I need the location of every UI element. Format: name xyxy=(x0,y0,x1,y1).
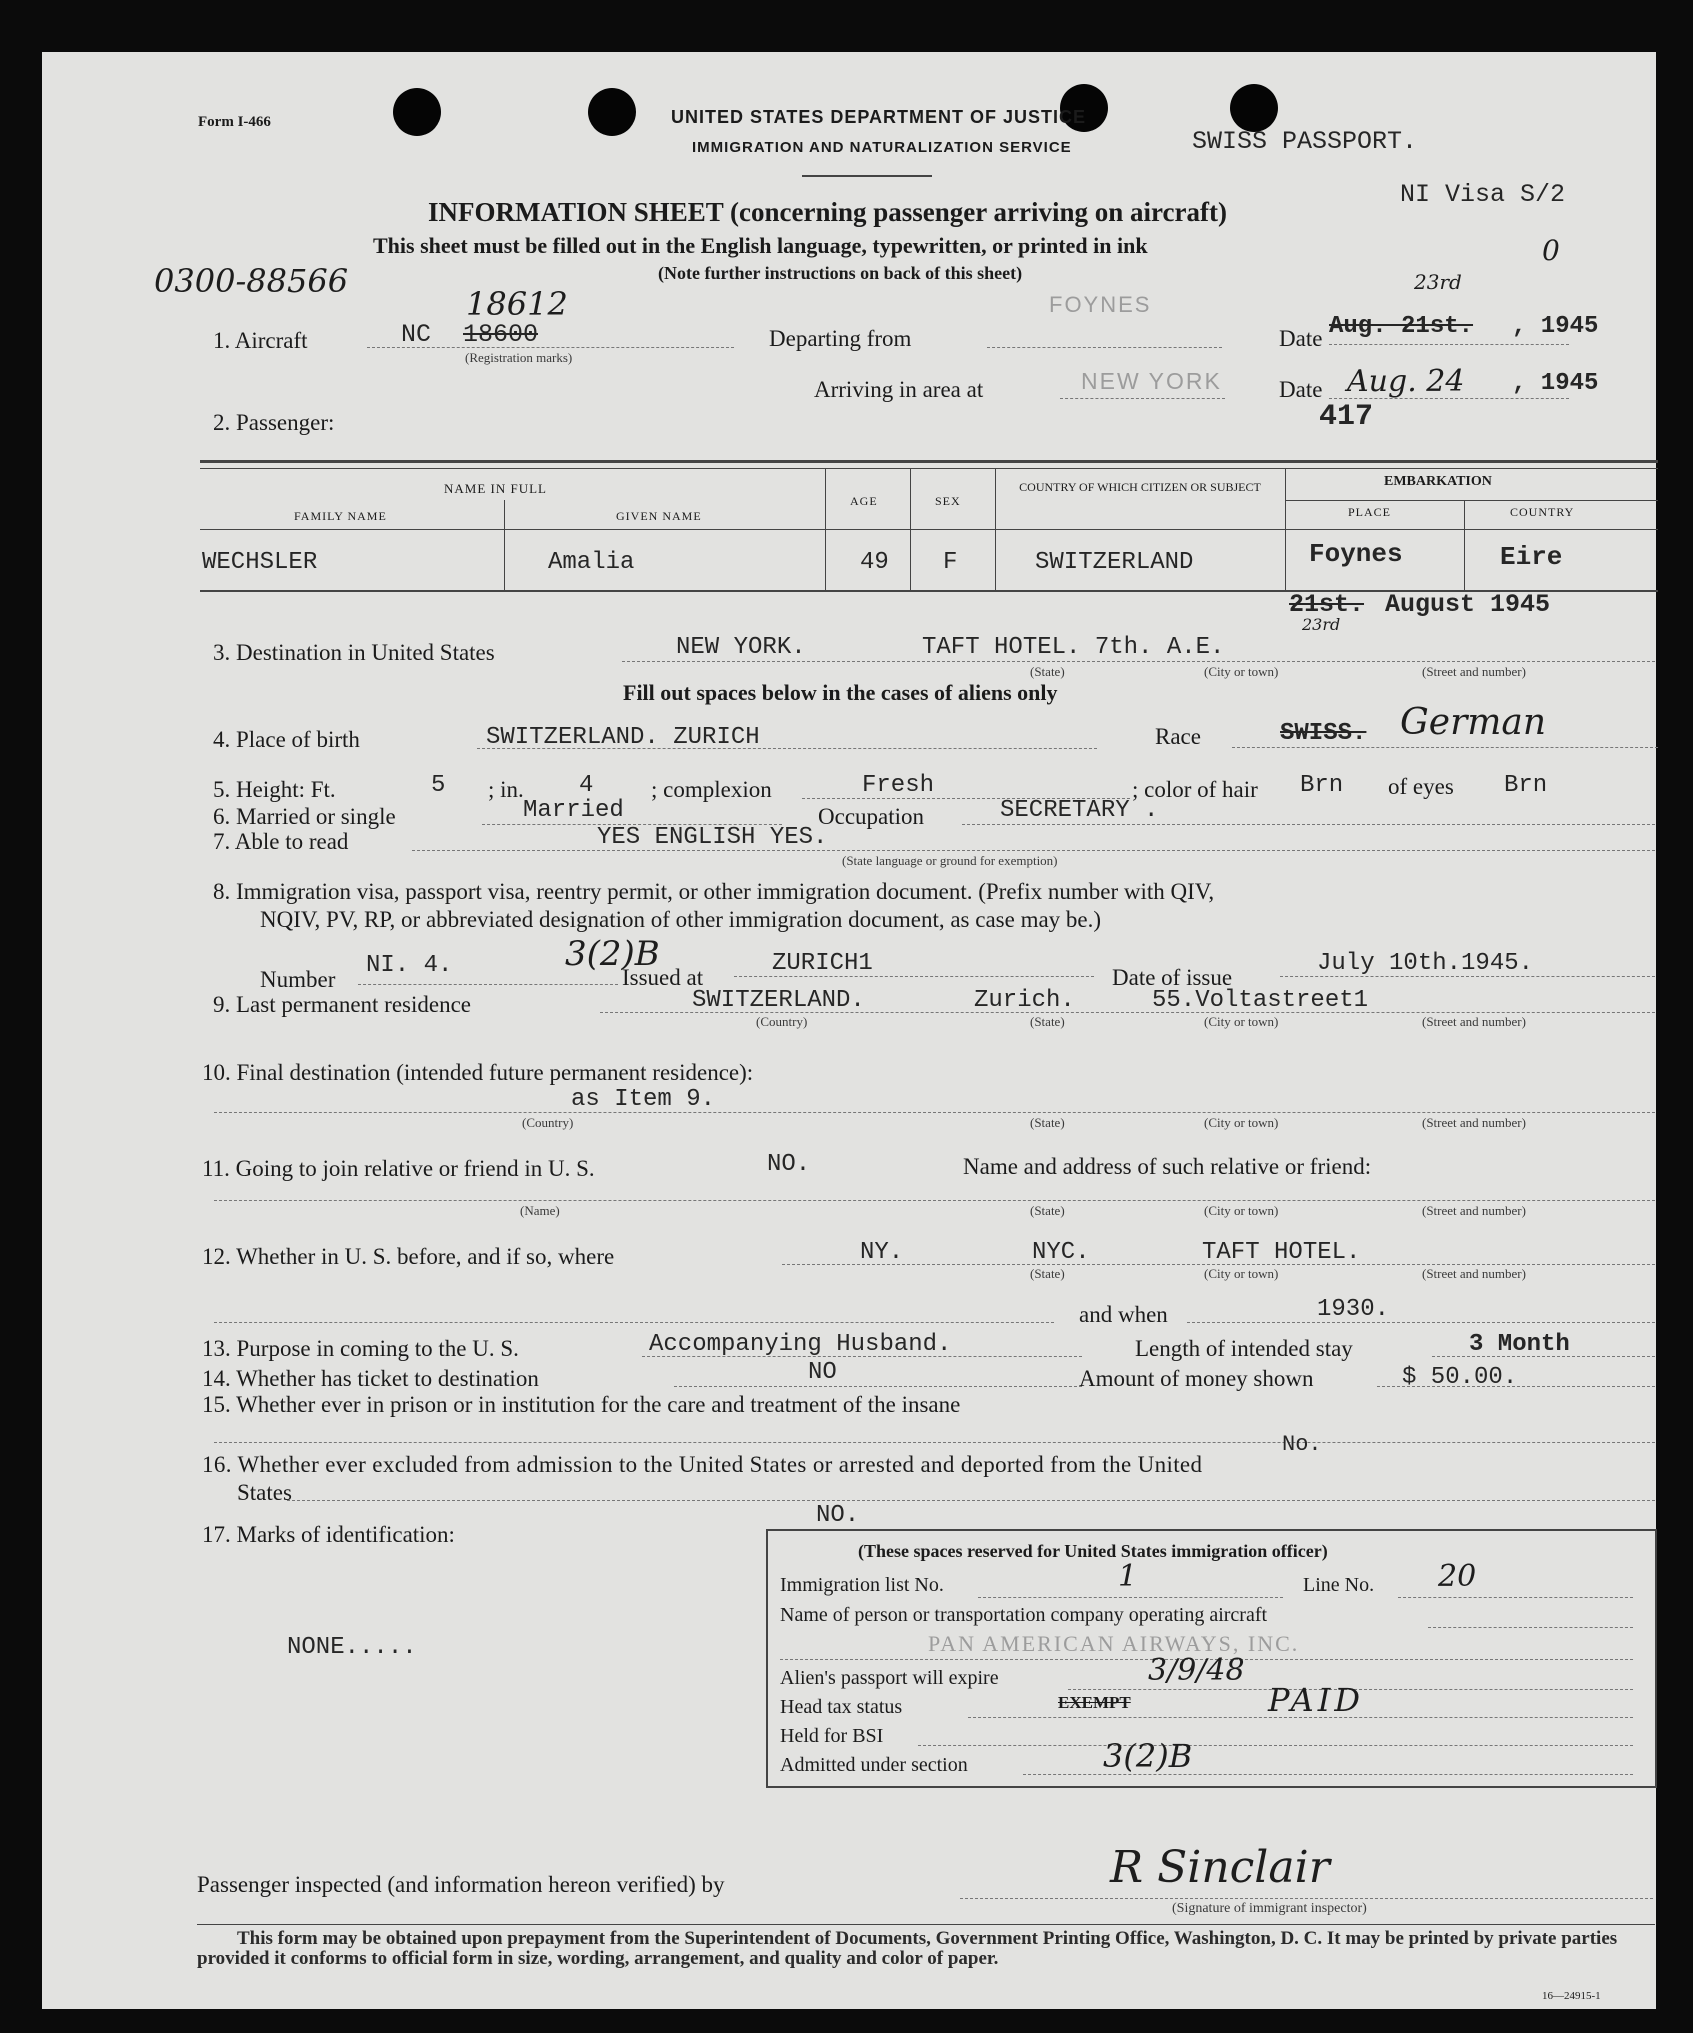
race-label: Race xyxy=(1155,724,1201,749)
passport-expiry-value: 3/9/48 xyxy=(1148,1653,1245,1688)
section-label: Admitted under section xyxy=(780,1754,968,1776)
occupation-value: SECRETARY . xyxy=(1000,797,1159,824)
head-country: COUNTRY OF WHICH CITIZEN OR SUBJECT xyxy=(1019,480,1261,494)
operator-label: Name of person or transportation company operating aircraft xyxy=(780,1604,1268,1626)
purpose-value: Accompanying Husband. xyxy=(649,1331,952,1358)
item14-label: 14. Whether has ticket to destination xyxy=(202,1366,539,1391)
item3-label: 3. Destination in United States xyxy=(213,640,495,665)
head-tax-old: EXEMPT xyxy=(1058,1693,1131,1712)
caption-country: (Country) xyxy=(522,1115,574,1130)
hair-value: Brn xyxy=(1300,772,1344,799)
caption-state: (State) xyxy=(1030,1115,1065,1130)
date-of-issue: July 10th.1945. xyxy=(1317,950,1534,977)
final-destination: as Item 9. xyxy=(571,1086,716,1113)
embark-date-old: 21st. xyxy=(1289,590,1365,619)
page-title: INFORMATION SHEET (concerning passenger arriving on aircraft) xyxy=(428,197,1227,227)
item16-line2: States xyxy=(237,1480,292,1505)
list-value: 1 xyxy=(1118,1559,1138,1594)
fine-print: This form may be obtained upon prepayment from the Superintendent of Documents, Government Printing Office, Washington, D. C. It may be printed by private parties provided it conforms to official form in size, wording, arrangement, and quality and color of paper. xyxy=(197,1928,1618,1969)
head-tax-label: Head tax status xyxy=(780,1696,903,1718)
item17-label: 17. Marks of identification: xyxy=(202,1522,455,1547)
passport-expiry-label: Alien's passport will expire xyxy=(780,1667,999,1689)
prior-visit-when: 1930. xyxy=(1317,1296,1390,1323)
section-value: 3(2)B xyxy=(1103,1737,1193,1775)
header-rule xyxy=(802,175,932,177)
passport-note: SWISS PASSPORT. xyxy=(1192,127,1418,156)
head-given-name: GIVEN NAME xyxy=(616,509,702,523)
date-of-issue-label: Date of issue xyxy=(1112,965,1233,990)
caption-country: (Country) xyxy=(756,1014,808,1029)
service-name: IMMIGRATION AND NATURALIZATION SERVICE xyxy=(692,139,1072,156)
item5-label: 5. Height: Ft. xyxy=(213,777,336,802)
punch-hole xyxy=(393,88,441,136)
read-caption: (State language or ground for exemption) xyxy=(842,853,1058,868)
inspector-signature: R Sinclair xyxy=(1110,1842,1330,1893)
excluded-value: NO. xyxy=(816,1502,860,1529)
date-label: Date xyxy=(1279,326,1323,351)
departing-stamp: FOYNES xyxy=(1049,292,1152,317)
visa-note: NI Visa S/2 xyxy=(1400,180,1566,209)
head-sex: SEX xyxy=(935,494,961,508)
departure-date: Aug. 21st. xyxy=(1329,313,1474,340)
money-label: Amount of money shown xyxy=(1079,1366,1314,1391)
money-value: $ 50.00. xyxy=(1402,1364,1518,1391)
item13-label: 13. Purpose in coming to the U. S. xyxy=(202,1336,519,1361)
item11-label: 11. Going to join relative or friend in U. S. xyxy=(202,1156,595,1181)
arriving-stamp: NEW YORK xyxy=(1081,368,1222,394)
item15-label: 15. Whether ever in prison or in institution for the care and treatment of the insane xyxy=(202,1392,961,1417)
race-value: German xyxy=(1400,702,1547,743)
hair-label: ; color of hair xyxy=(1132,777,1258,802)
list-label: Immigration list No. xyxy=(780,1574,944,1596)
item6-label: 6. Married or single xyxy=(213,804,396,829)
head-name-full: NAME IN FULL xyxy=(444,481,547,496)
caption-street: (Street and number) xyxy=(1422,1203,1526,1218)
departure-date-correction: 23rd xyxy=(1414,270,1462,294)
arrival-number: 417 xyxy=(1319,400,1374,434)
sex-value: F xyxy=(943,549,958,576)
arrival-year: , 1945 xyxy=(1512,370,1599,397)
dest-state: NEW YORK. xyxy=(676,634,806,661)
item12-label: 12. Whether in U. S. before, and if so, where xyxy=(202,1244,615,1269)
department-name: UNITED STATES DEPARTMENT OF JUSTICE xyxy=(671,107,1087,127)
caption-street: (Street and number) xyxy=(1422,1014,1526,1029)
aliens-heading: Fill out spaces below in the cases of aliens only xyxy=(623,680,1058,705)
item4-label: 4. Place of birth xyxy=(213,727,360,752)
stay-length-value: 3 Month xyxy=(1469,1331,1570,1358)
issued-label: Issued at xyxy=(622,965,704,990)
visa-number-label: Number xyxy=(260,967,336,992)
dest-street: TAFT HOTEL. 7th. A.E. xyxy=(922,634,1225,661)
complexion-label: ; complexion xyxy=(651,777,772,802)
caption-street: (Street and number) xyxy=(1422,1115,1526,1130)
item8-line1: 8. Immigration visa, passport visa, reentry permit, or other immigration document. (Prefix number with QIV, xyxy=(213,879,1215,904)
punch-hole xyxy=(1230,84,1278,132)
item7-label: 7. Able to read xyxy=(213,829,349,854)
eyes-value: Brn xyxy=(1504,772,1548,799)
arriving-label: Arriving in area at xyxy=(814,377,984,402)
caption-state: (State) xyxy=(1030,1203,1065,1218)
registration-caption: (Registration marks) xyxy=(465,350,573,365)
embark-place: Foynes xyxy=(1309,539,1403,569)
citizenship-value: SWITZERLAND xyxy=(1035,549,1194,576)
height-in: 4 xyxy=(579,772,594,799)
visa-class: 3(2)B xyxy=(565,934,660,974)
officer-box-heading: (These spaces reserved for United States immigration officer) xyxy=(858,1541,1328,1561)
aircraft-prefix: NC xyxy=(401,320,432,349)
aircraft-number-old: 18600 xyxy=(463,320,539,349)
caption-city: (City or town) xyxy=(1204,1115,1279,1130)
prior-visit-street: TAFT HOTEL. xyxy=(1202,1239,1361,1266)
punch-hole xyxy=(588,88,636,136)
head-tax-value: PAID xyxy=(1268,1681,1364,1719)
line-value: 20 xyxy=(1438,1559,1477,1594)
line-label: Line No. xyxy=(1303,1574,1375,1596)
relative-name-label: Name and address of such relative or friend: xyxy=(963,1154,1372,1179)
caption-street: (Street and number) xyxy=(1422,664,1526,679)
given-name: Amalia xyxy=(548,549,635,576)
bsi-label: Held for BSI xyxy=(780,1725,884,1747)
occupation-label: Occupation xyxy=(818,804,925,829)
departure-year: , 1945 xyxy=(1512,313,1599,340)
caption-city: (City or town) xyxy=(1204,1203,1279,1218)
residence-country: SWITZERLAND. xyxy=(692,987,865,1014)
caption-city: (City or town) xyxy=(1204,1266,1279,1281)
caption-name: (Name) xyxy=(520,1203,560,1218)
officer-reserved-box xyxy=(766,1529,1657,1788)
head-family-name: FAMILY NAME xyxy=(294,509,387,523)
head-embarkation: EMBARKATION xyxy=(1384,474,1492,489)
print-code: 16—24915-1 xyxy=(1542,1990,1601,2002)
form-number: Form I-466 xyxy=(198,114,271,130)
file-number: 0300-88566 xyxy=(154,262,349,300)
identification-marks: NONE..... xyxy=(287,1634,417,1661)
embark-date: August 1945 xyxy=(1385,590,1551,619)
form-sheet xyxy=(42,52,1656,2009)
caption-state: (State) xyxy=(1030,664,1065,679)
arrival-date-label: Date xyxy=(1279,377,1323,402)
prior-visit-state: NY. xyxy=(860,1239,904,1266)
read-value: YES ENGLISH YES. xyxy=(597,824,828,851)
caption-city: (City or town) xyxy=(1204,1014,1279,1029)
caption-city: (City or town) xyxy=(1204,664,1279,679)
eyes-label: of eyes xyxy=(1388,774,1454,799)
page-subtitle: This sheet must be filled out in the English language, typewritten, or printed in ink xyxy=(373,233,1148,258)
residence-street: 55.Voltastreet1 xyxy=(1152,987,1369,1014)
item10-label: 10. Final destination (intended future permanent residence): xyxy=(202,1060,754,1085)
height-in-label: ; in. xyxy=(488,777,524,802)
residence-city: Zurich. xyxy=(974,987,1075,1014)
age-value: 49 xyxy=(860,549,889,576)
head-emb-country: COUNTRY xyxy=(1510,505,1575,519)
prison-value: No. xyxy=(1282,1432,1322,1457)
inspected-label: Passenger inspected (and information hereon verified) by xyxy=(197,1872,725,1897)
height-ft: 5 xyxy=(431,772,446,799)
caption-state: (State) xyxy=(1030,1014,1065,1029)
head-place: PLACE xyxy=(1348,505,1392,519)
family-name: WECHSLER xyxy=(202,549,318,576)
prior-visit-when-label: and when xyxy=(1079,1302,1168,1327)
item8-line2: NQIV, PV, RP, or abbreviated designation of other immigration document, as case may be.) xyxy=(260,907,1102,932)
caption-street: (Street and number) xyxy=(1422,1266,1526,1281)
race-old: SWISS. xyxy=(1280,720,1367,747)
ticket-value: NO xyxy=(808,1359,837,1386)
item16-line1: 16. Whether ever excluded from admission to the United States or arrested and deported from the United xyxy=(202,1452,1203,1477)
zero-note: 0 xyxy=(1542,234,1560,267)
caption-state: (State) xyxy=(1030,1266,1065,1281)
join-relative-value: NO. xyxy=(767,1151,811,1178)
arrival-date: Aug. 24 xyxy=(1347,364,1465,399)
instruction-note: (Note further instructions on back of this sheet) xyxy=(658,263,1023,283)
aircraft-number: 18612 xyxy=(466,285,568,323)
marital-status: Married xyxy=(523,797,624,824)
complexion-value: Fresh xyxy=(862,772,935,799)
departing-label: Departing from xyxy=(769,326,912,351)
stay-length-label: Length of intended stay xyxy=(1135,1336,1353,1361)
item2-label: 2. Passenger: xyxy=(213,410,335,435)
item1-label: 1. Aircraft xyxy=(213,328,308,353)
operator-stamp: PAN AMERICAN AIRWAYS, INC. xyxy=(928,1631,1300,1656)
birth-place: SWITZERLAND. ZURICH xyxy=(486,724,760,751)
visa-number: NI. 4. xyxy=(366,952,453,979)
item9-label: 9. Last permanent residence xyxy=(213,992,471,1017)
embark-country: Eire xyxy=(1500,542,1563,572)
signature-caption: (Signature of immigrant inspector) xyxy=(1172,1901,1367,1916)
head-age: AGE xyxy=(850,494,878,508)
prior-visit-city: NYC. xyxy=(1032,1239,1090,1266)
issued-value: ZURICH1 xyxy=(772,950,873,977)
embark-date-correction: 23rd xyxy=(1302,615,1341,634)
